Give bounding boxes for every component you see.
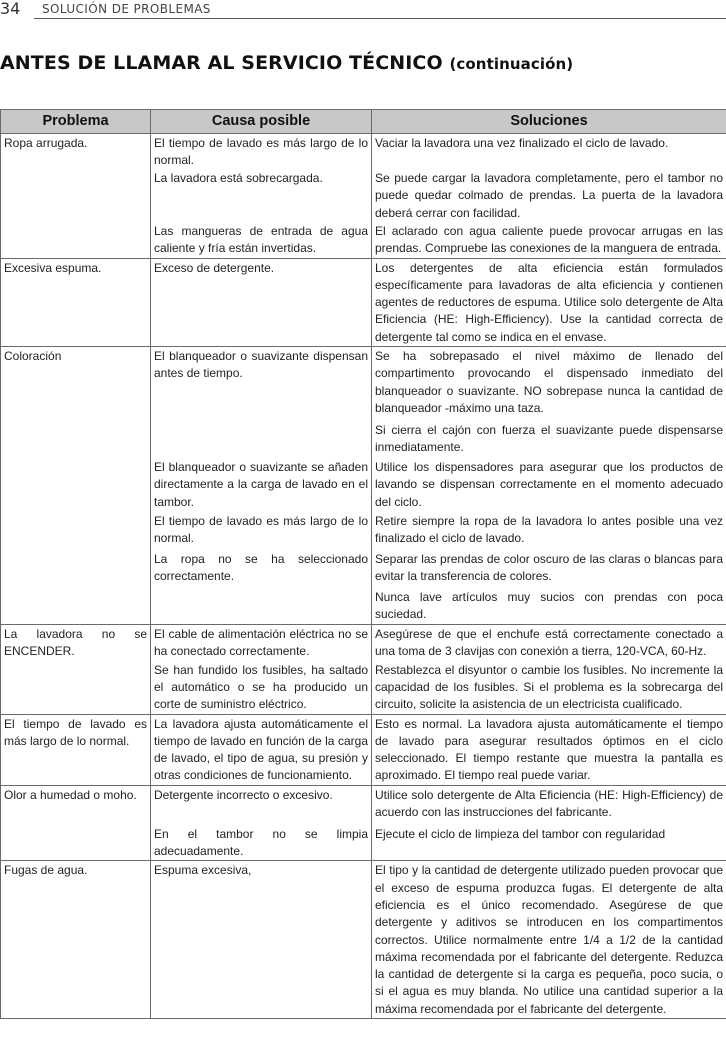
solution-text: Separar las prendas de color oscuro de las claras o blancas para evitar la transferencia de colores. — [375, 552, 723, 584]
problem-cell: Excesiva espuma. — [1, 258, 151, 346]
cause-text: La ropa no se ha seleccionado correctamente. — [154, 552, 368, 584]
solution-text: Retire siempre la ropa de la lavadora lo antes posible una vez finalizado el ciclo de lavado. — [375, 514, 723, 546]
problem-cell: Coloración — [1, 347, 151, 625]
solution-cell: El tipo y la cantidad de detergente utilizado pueden provocar que el exceso de espuma produzca fugas. El detergente de alta eficiencia es el único recomendado. Asegúrese de que detergente y aditivos se introducen en los compartimentos correctos. Utilice normalmente entre 1/4 a 1/2 de la cantidad máxima recomendada por el fabricante del detergente. Reduzca la cantidad de detergente si la carga es pequeña, poco sucia, o si el agua es muy blanda. No utilice una cantidad superior a la máxima recomendada por el fabricante del detergente. — [372, 861, 726, 1019]
solution-cell: Esto es normal. La lavadora ajusta automáticamente el tiempo de lavado para asegurar resultados óptimos en el ciclo seleccionado. El tiempo restante que muestra la pantalla es aproximado. El tiempo real puede variar. — [372, 714, 726, 785]
title-suffix: (continuación) — [449, 55, 574, 73]
table-header-row — [1, 110, 726, 134]
cause-text: El tiempo de lavado es más largo de lo normal. — [154, 136, 368, 168]
solution-text: El aclarado con agua caliente puede provocar arrugas en las prendas. Compruebe las conexiones de la manguera de entrada. — [375, 224, 723, 256]
cause-text: El blanqueador o suavizante dispensan antes de tiempo. — [154, 349, 368, 381]
cause-cell — [151, 134, 372, 259]
cause-text: La lavadora está sobrecargada. — [154, 171, 323, 185]
solution-text: Si cierra el cajón con fuerza el suavizante puede dispensarse inmediatamente. — [375, 423, 723, 455]
title-main: ANTES DE LLAMAR AL SERVICIO TÉCNICO — [0, 52, 443, 74]
solution-cell — [372, 785, 726, 861]
cause-cell: Espuma excesiva, — [151, 861, 372, 1019]
cause-text: El cable de alimentación eléctrica no se ha conectado correctamente. — [154, 626, 368, 658]
solution-text: Se ha sobrepasado el nivel máximo de llenado del compartimento provocando el dispensado inmediato del blanqueador o suavizante. NO sobrepase nunca la cantidad de blanqueador -máximo una taza. — [375, 349, 723, 415]
table-row — [1, 624, 726, 714]
header-problem: Problema — [1, 110, 151, 134]
cause-text: Se han fundido los fusibles, ha saltado el automático o se ha producido un corte de suministro eléctrico. — [154, 662, 368, 712]
table-row — [1, 258, 726, 346]
solution-text: Ejecute el ciclo de limpieza del tambor con regularidad — [375, 826, 666, 841]
solution-text: Utilice los dispensadores para asegurar que los productos de lavando se dispensan correctamente en el momento adecuado del ciclo. — [375, 460, 723, 509]
solution-cell: Los detergentes de alta eficiencia están formulados específicamente para lavadoras de alta eficiencia y contienen agentes de reductores de espuma. Utilice solo detergente de Alta Eficiencia (HE: High-Efficiency). Use la cantidad correcta de detergente tal como se indica en el envase. — [372, 258, 726, 346]
solution-cell — [372, 134, 726, 259]
problem-cell: Fugas de agua. — [1, 861, 151, 1019]
page-number: 34 — [0, 0, 21, 18]
table-row — [1, 861, 726, 1019]
cause-text: El tiempo de lavado es más largo de lo normal. — [154, 514, 368, 546]
section-name: SOLUCIÓN DE PROBLEMAS — [42, 2, 211, 16]
cause-text: Las mangueras de entrada de agua caliente y fría están invertidas. — [154, 224, 368, 256]
cause-text: Detergente incorrecto o excesivo. — [154, 787, 333, 802]
solution-text: Nunca lave artículos muy sucios con prendas con poca suciedad. — [375, 590, 723, 622]
solution-cell — [372, 347, 726, 625]
table-row — [1, 785, 726, 861]
solution-text: Asegúrese de que el enchufe está correctamente conectado a una toma de 3 clavijas con conexión a tierra, 120-VCA, 60-Hz. — [375, 626, 723, 658]
cause-cell: La lavadora ajusta automáticamente el tiempo de lavado en función de la carga de lavado, el tipo de agua, su presión y otras condiciones de funcionamiento. — [151, 714, 372, 785]
page-header — [0, 0, 726, 20]
table-row — [1, 134, 726, 259]
cause-cell — [151, 785, 372, 861]
page-title — [0, 52, 573, 74]
solution-text: Se puede cargar la lavadora completamente, pero el tambor no puede quedar colmado de prendas. La puerta de la lavadora deberá cerrar con facilidad. — [375, 171, 723, 220]
cause-cell: Exceso de detergente. — [151, 258, 372, 346]
problem-cell: El tiempo de lavado es más largo de lo normal. — [1, 714, 151, 785]
header-rule — [34, 18, 726, 19]
header-solutions: Soluciones — [372, 110, 726, 134]
cause-text: En el tambor no se limpia adecuadamente. — [154, 826, 368, 859]
solution-text: Restablezca el disyuntor o cambie los fusibles. No incremente la capacidad de los fusibles. Si el problema es la sobrecarga del circuito, solicite la asistencia de un electricista cualificado. — [375, 662, 723, 712]
solution-text: Utilice solo detergente de Alta Eficiencia (HE: High-Efficiency) de acuerdo con las instrucciones del fabricante. — [375, 787, 723, 820]
problem-cell: Ropa arrugada. — [1, 134, 151, 259]
table-row — [1, 714, 726, 785]
cause-cell — [151, 624, 372, 714]
troubleshooting-table — [0, 109, 726, 1019]
solution-text: Vaciar la lavadora una vez finalizado el ciclo de lavado. — [375, 136, 669, 150]
problem-cell: La lavadora no se ENCENDER. — [1, 624, 151, 714]
problem-cell: Olor a humedad o moho. — [1, 785, 151, 861]
cause-text: El blanqueador o suavizante se añaden directamente a la carga de lavado en el tambor. — [154, 460, 368, 509]
cause-cell — [151, 347, 372, 625]
solution-cell — [372, 624, 726, 714]
table-row — [1, 347, 726, 625]
header-cause: Causa posible — [151, 110, 372, 134]
